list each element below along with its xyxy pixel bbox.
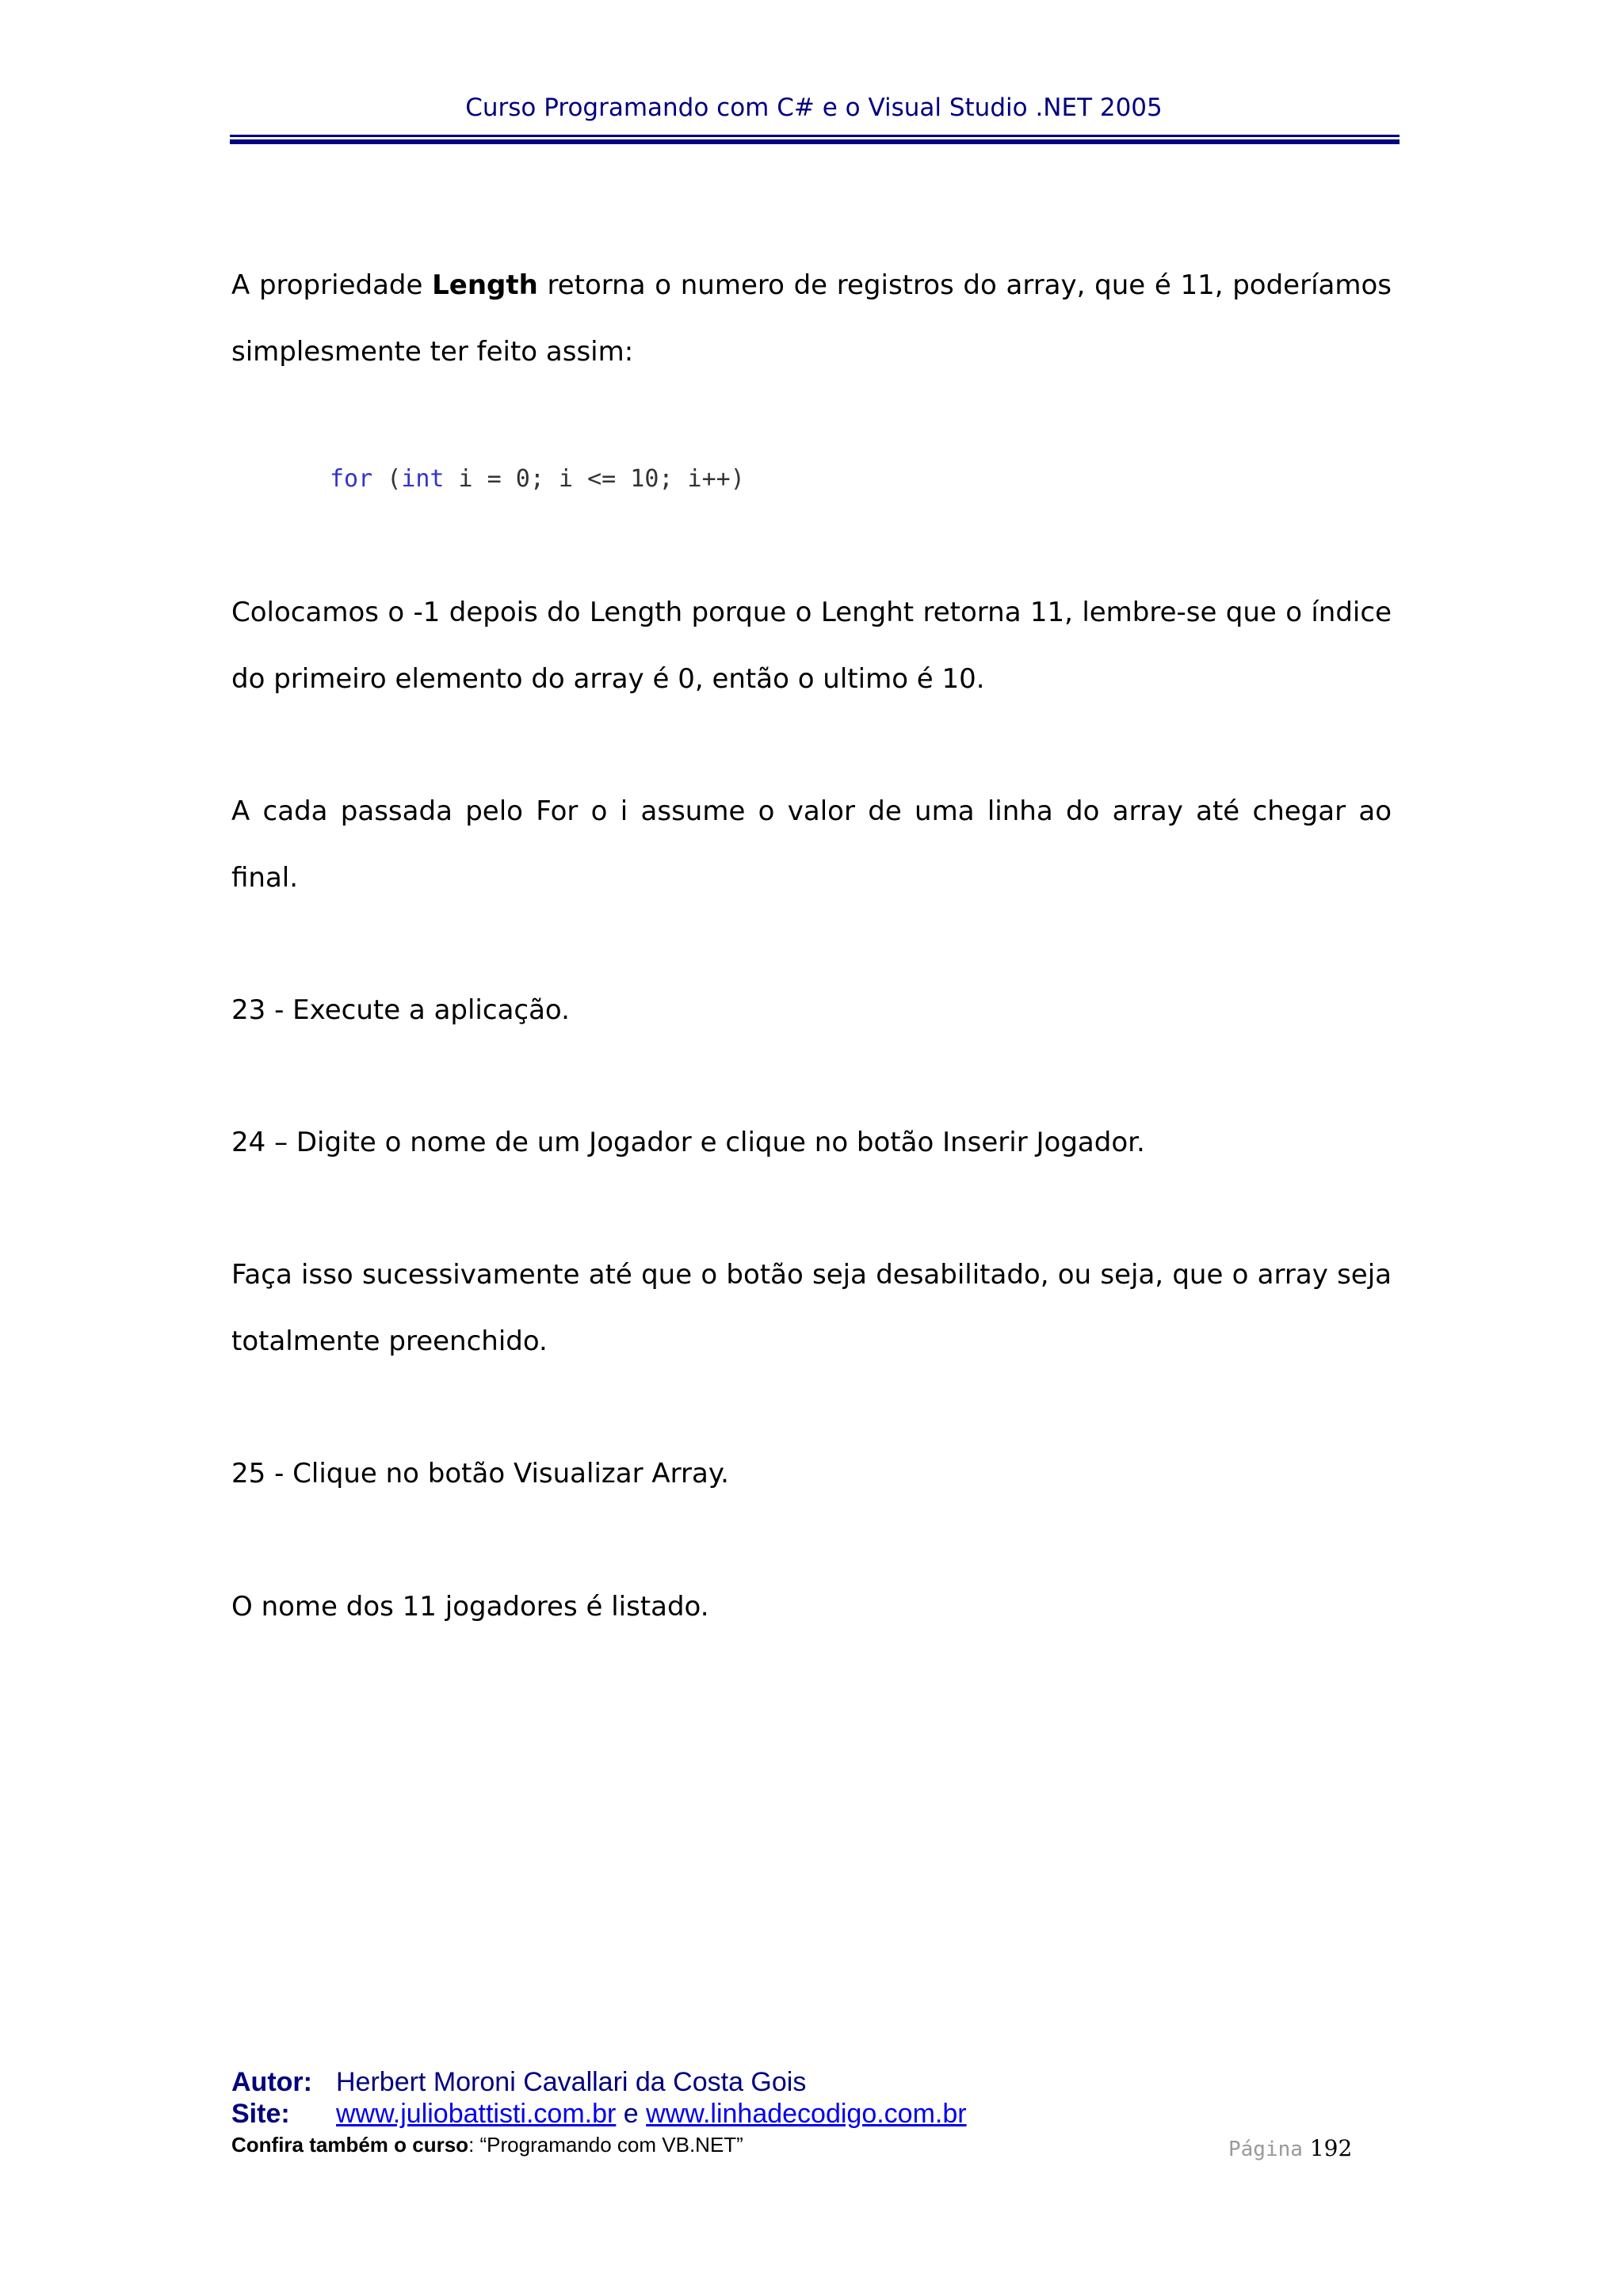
- paragraph-length-property: [231, 252, 1392, 385]
- site-link-linhadecodigo[interactable]: www.linhadecodigo.com.br: [646, 2099, 967, 2129]
- paragraph-minus-one: Colocamos o -1 depois do Length porque o Lenght retorna 11, lembre-se que o índice do primeiro elemento do array é 0, então o ultimo é 10.: [231, 597, 1392, 695]
- code-snippet-for-loop: [330, 465, 745, 493]
- paragraph-repeat: Faça isso sucessivamente até que o botão seja desabilitado, ou seja, que o array seja totalmente preenchido.: [231, 1259, 1392, 1357]
- code-keyword-for: for: [330, 465, 373, 493]
- code-text: i = 0; i <= 10; i++): [444, 465, 745, 493]
- code-keyword-int: int: [401, 465, 445, 493]
- site-link-juliobattisti[interactable]: www.juliobattisti.com.br: [336, 2099, 617, 2129]
- paragraph-listed: O nome dos 11 jogadores é listado.: [231, 1591, 709, 1623]
- also-label: Confira também o curso: [231, 2133, 469, 2157]
- page-number-value: 192: [1309, 2135, 1353, 2161]
- page-number: [1228, 2135, 1352, 2161]
- author-label: Autor:: [231, 2067, 312, 2097]
- site-connector: e: [616, 2099, 647, 2129]
- page-header-title: Curso Programando com C# e o Visual Studio .NET 2005: [465, 93, 1163, 122]
- step-24: 24 – Digite o nome de um Jogador e clique no botão Inserir Jogador.: [231, 1127, 1145, 1158]
- paragraph-text: retorna o numero de registros do array, que é 11, poderíamos simplesmente ter feito assim:: [231, 269, 1392, 368]
- author-name: Herbert Moroni Cavallari da Costa Gois: [336, 2067, 807, 2097]
- step-25: 25 - Clique no botão Visualizar Array.: [231, 1458, 729, 1489]
- page-word: Página: [1228, 2138, 1303, 2161]
- footer-site-row: [231, 2098, 1404, 2130]
- code-text: (: [372, 465, 402, 493]
- header-divider-thin: [230, 135, 1400, 137]
- length-keyword: Length: [432, 269, 538, 301]
- paragraph-text: A propriedade: [231, 269, 433, 301]
- header-divider-thick: [230, 139, 1400, 144]
- footer-author-row: [231, 2066, 1404, 2098]
- also-course: : “Programando com VB.NET”: [468, 2133, 743, 2157]
- paragraph-for-loop: A cada passada pelo For o i assume o valor de uma linha do array até chegar ao final.: [231, 795, 1392, 894]
- site-label: Site:: [231, 2099, 290, 2129]
- step-23: 23 - Execute a aplicação.: [231, 994, 570, 1026]
